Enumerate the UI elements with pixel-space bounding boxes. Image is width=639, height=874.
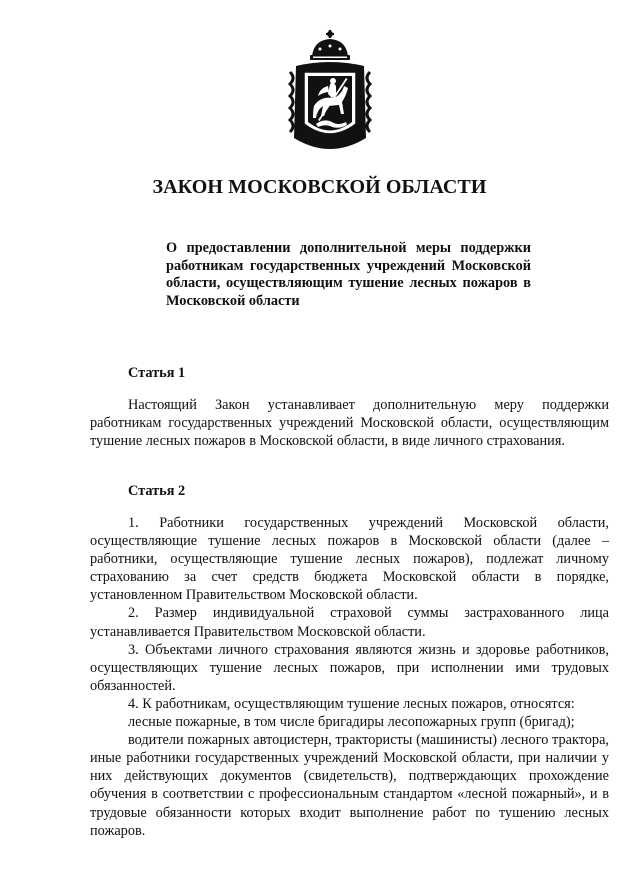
article-2-paragraph-2: 2. Размер индивидуальной страховой суммы застрахованного лица устанавливается Правительством Московской области. <box>90 605 609 640</box>
article-2-paragraph-6: водители пожарных автоцистерн, трактористы (машинисты) лесного трактора, иные работники государственных учреждений Московской области, при наличии у них действующих документов (свидетельств), подтверждающих прохождение обучения в соответствии с профессиональным стандартом «лесной пожарный», и в трудовые обязанности которых входит выполнение работ по тушению лесных пожаров. <box>90 732 609 839</box>
article-2-body <box>90 514 609 840</box>
document-title: ЗАКОН МОСКОВСКОЙ ОБЛАСТИ <box>152 176 487 198</box>
article-2-paragraph-4: 4. К работникам, осуществляющим тушение лесных пожаров, относятся: <box>128 695 575 712</box>
article-2-heading: Статья 2 <box>128 483 186 499</box>
document-subject: О предоставлении дополнительной меры поддержки работникам государственных учреждений Московской области, осуществляющим тушение лесных пожаров в Московской области <box>166 240 531 309</box>
article-1-heading: Статья 1 <box>128 365 186 381</box>
article-2-paragraph-1: 1. Работники государственных учреждений Московской области, осуществляющие тушение лесных пожаров в Московской области (далее – работники, осуществляющие тушение лесных пожаров), подлежат личному страхованию за счет средств бюджета Московской области в порядке, установленном Правительством Московской области. <box>90 515 609 604</box>
coat-of-arms-icon <box>286 28 374 158</box>
article-2-paragraph-5: лесные пожарные, в том числе бригадиры лесопожарных групп (бригад); <box>128 714 575 731</box>
article-2-paragraph-3: 3. Объектами личного страхования являются жизнь и здоровье работников, осуществляющих тушение лесных пожаров, при исполнении ими трудовых обязанностей. <box>90 641 609 694</box>
article-1-text: Настоящий Закон устанавливает дополнительную меру поддержки работникам государственных учреждений Московской области, осуществляющим тушение лесных пожаров в Московской области, в виде личного страхования. <box>90 397 609 450</box>
article-1-body <box>90 396 609 450</box>
